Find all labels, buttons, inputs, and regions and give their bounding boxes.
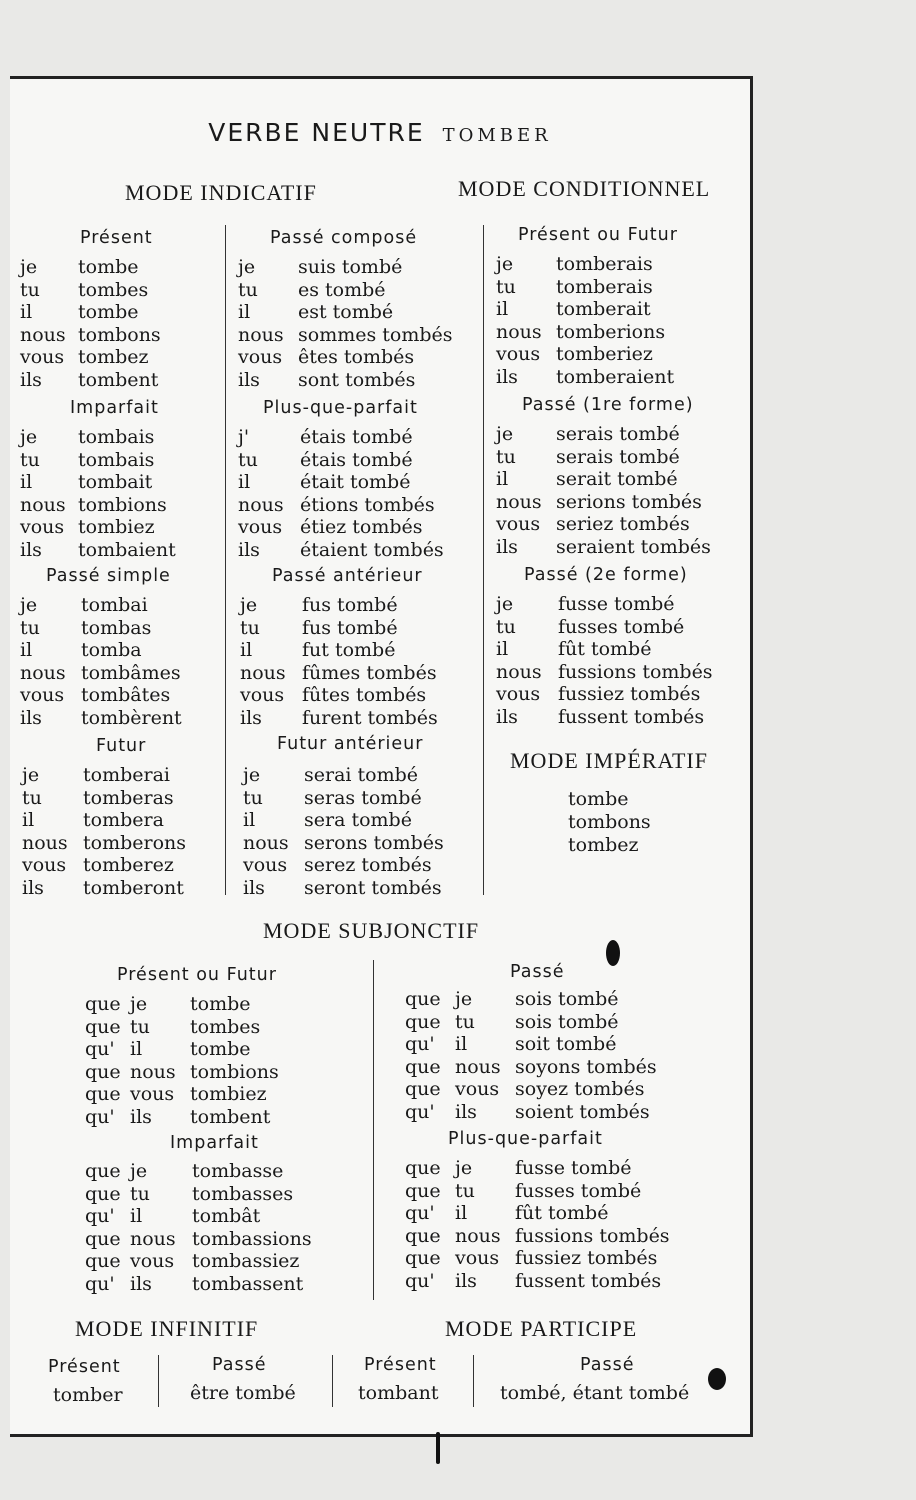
indicatif-tense-heading: Imparfait [70, 398, 159, 418]
pronoun: vous [238, 516, 283, 539]
pronoun: je [496, 593, 514, 615]
pronoun: tu [455, 1010, 475, 1033]
verb-form: tombait [78, 471, 153, 494]
pronoun: tu [130, 1015, 150, 1038]
pronoun: je [20, 594, 38, 616]
pronoun: nous [20, 323, 66, 346]
que-particle: que [85, 1015, 121, 1038]
verb-form: fusses tombé [558, 615, 685, 638]
que-particle: que [85, 1250, 121, 1272]
pronoun: ils [496, 536, 518, 558]
verb-form: tombe [190, 1038, 251, 1060]
verb-form: fût tombé [515, 1202, 609, 1224]
que-particle: que [405, 1055, 441, 1078]
indicatif-tense-heading: Futur [96, 736, 147, 756]
pronoun: ils [22, 877, 44, 899]
verb-form: tomberont [83, 877, 184, 899]
pronoun: tu [240, 616, 260, 639]
participe-present-label: Présent [364, 1355, 437, 1375]
pronoun: ils [20, 707, 42, 729]
pronoun: tu [238, 278, 258, 301]
pronoun: ils [243, 877, 265, 899]
participe-passe-label: Passé [580, 1355, 635, 1375]
verb-form: tombons [78, 323, 161, 346]
verb-form: tomberaient [556, 366, 675, 388]
verb-form: seraient tombés [556, 536, 711, 558]
verb-form: tomberions [556, 320, 666, 343]
que-particle: que [85, 1083, 121, 1105]
verb-form: étiez tombés [300, 516, 423, 539]
pronoun: vous [496, 513, 541, 536]
verb-form: soyez tombés [515, 1078, 645, 1100]
pronoun: ils [238, 369, 260, 391]
pronoun: vous [496, 343, 541, 366]
pronoun: tu [130, 1182, 150, 1205]
verb-form: sommes tombés [298, 323, 453, 346]
verb-form: tomberas [83, 786, 174, 809]
participe-present-value: tombant [358, 1382, 439, 1404]
verb-form: fussions tombés [515, 1224, 670, 1247]
verb-form: êtes tombés [298, 346, 415, 369]
verb-form: tombais [78, 426, 155, 448]
pronoun: il [496, 468, 509, 491]
pronoun: tu [496, 615, 516, 638]
verb-form: fusses tombé [515, 1179, 642, 1202]
column-divider [483, 225, 484, 895]
verb-form: serez tombés [304, 854, 432, 877]
subjonctif-tense-heading: Présent ou Futur [117, 965, 277, 985]
pronoun: il [455, 1202, 468, 1224]
verb-form: fûmes tombés [302, 661, 437, 684]
que-particle: que [405, 1224, 441, 1247]
que-particle: que [85, 993, 121, 1015]
pronoun: nous [130, 1060, 176, 1083]
indicatif-tense-heading: Passé antérieur [272, 566, 423, 586]
pronoun: vous [20, 516, 65, 539]
verb-form: soyons tombés [515, 1055, 657, 1078]
que-particle: que [85, 1160, 121, 1182]
verb-form: soient tombés [515, 1100, 650, 1123]
pronoun: ils [130, 1105, 152, 1128]
imperatif-form: tombez [568, 834, 639, 856]
pronoun: il [496, 298, 509, 321]
verb-form: fussiez tombés [515, 1247, 658, 1269]
pronoun: je [20, 426, 38, 448]
verb-form: tombasse [192, 1160, 284, 1182]
mode-conditionnel-heading: MODE CONDITIONNEL [458, 176, 711, 201]
verb-form: tombassent [192, 1272, 304, 1295]
pronoun: nous [455, 1055, 501, 1078]
subjonctif-tense-heading: Passé [510, 962, 565, 982]
pronoun: il [22, 809, 35, 832]
subjonctif-tense-heading: Plus-que-parfait [448, 1129, 603, 1149]
pronoun: j' [238, 426, 250, 448]
pronoun: vous [240, 684, 285, 707]
que-particle: que [405, 1157, 441, 1179]
ink-blot [708, 1368, 726, 1390]
pronoun: ils [496, 706, 518, 728]
participe-passe-value: tombé, étant tombé [500, 1382, 690, 1404]
pronoun: je [130, 1160, 148, 1182]
pronoun: ils [240, 707, 262, 729]
imperatif-form: tombe [568, 788, 629, 810]
verb-form: étais tombé [300, 448, 413, 471]
pronoun: vous [455, 1247, 500, 1269]
ink-blot [606, 940, 620, 966]
pronoun: il [238, 301, 251, 324]
que-particle: que [405, 1247, 441, 1269]
pronoun: je [455, 988, 473, 1010]
que-particle: qu' [405, 1033, 435, 1055]
verb-form: étais tombé [300, 426, 413, 448]
mode-subjonctif-heading: MODE SUBJONCTIF [263, 918, 480, 943]
pronoun: ils [496, 366, 518, 388]
verb-form: tomba [81, 639, 142, 662]
verb-form: fussent tombés [515, 1269, 662, 1292]
indicatif-tense-heading: Futur antérieur [277, 734, 424, 754]
que-particle: que [85, 1060, 121, 1083]
pronoun: je [22, 764, 40, 786]
verb-form: furent tombés [302, 707, 438, 729]
pronoun: tu [496, 445, 516, 468]
infinitif-passe-value: être tombé [190, 1382, 296, 1404]
pronoun: ils [455, 1269, 477, 1292]
pronoun: nous [455, 1224, 501, 1247]
title-main-text: VERBE NEUTRE [208, 118, 425, 147]
pronoun: nous [22, 831, 68, 854]
verb-form: fus tombé [302, 594, 398, 616]
mode-indicatif-heading: MODE INDICATIF [125, 180, 317, 205]
verb-form: tombaient [78, 539, 176, 561]
verb-form: tombiez [78, 516, 155, 539]
pronoun: vous [130, 1250, 175, 1272]
pronoun: je [455, 1157, 473, 1179]
pronoun: vous [238, 346, 283, 369]
pronoun: il [238, 471, 251, 494]
infinitif-passe-label: Passé [212, 1355, 267, 1375]
verb-form: tomberais [556, 275, 653, 298]
conditionnel-tense-heading: Présent ou Futur [518, 225, 678, 245]
verb-form: serais tombé [556, 423, 680, 445]
pronoun: je [496, 423, 514, 445]
mode-imperatif-heading: MODE IMPÉRATIF [510, 748, 708, 773]
pronoun: vous [243, 854, 288, 877]
verb-form: fussiez tombés [558, 683, 701, 706]
conditionnel-tense-heading: Passé (2e forme) [524, 565, 688, 585]
verb-form: suis tombé [298, 256, 403, 278]
verb-form: serions tombés [556, 490, 702, 513]
verb-form: fûtes tombés [302, 684, 427, 707]
verb-form: seront tombés [304, 877, 442, 899]
verb-form: tombions [78, 493, 167, 516]
verb-form: tombent [78, 369, 159, 391]
verb-form: soit tombé [515, 1033, 617, 1055]
que-particle: que [405, 988, 441, 1010]
pronoun: je [496, 253, 514, 275]
verb-form: tomberez [83, 854, 174, 877]
pronoun: vous [20, 346, 65, 369]
verb-form: sois tombé [515, 988, 619, 1010]
column-divider [332, 1355, 333, 1407]
pronoun: nous [240, 661, 286, 684]
pronoun: nous [130, 1227, 176, 1250]
pronoun: nous [243, 831, 289, 854]
verb-form: tombai [81, 594, 148, 616]
pronoun: ils [20, 539, 42, 561]
verb-form: sont tombés [298, 369, 416, 391]
verb-form: serons tombés [304, 831, 444, 854]
pronoun: tu [455, 1179, 475, 1202]
verb-form: tomberons [83, 831, 187, 854]
pronoun: je [240, 594, 258, 616]
verb-form: tombât [192, 1205, 261, 1227]
que-particle: que [405, 1078, 441, 1100]
verb-form: tombent [190, 1105, 271, 1128]
pronoun: il [20, 639, 33, 662]
verb-form: tombe [78, 256, 139, 278]
verb-form: es tombé [298, 278, 386, 301]
pronoun: ils [238, 539, 260, 561]
pronoun: je [20, 256, 38, 278]
verb-form: était tombé [300, 471, 411, 494]
subjonctif-tense-heading: Imparfait [170, 1133, 259, 1153]
infinitif-present-value: tomber [53, 1384, 123, 1406]
column-divider [225, 225, 226, 895]
pronoun: vous [20, 684, 65, 707]
que-particle: qu' [85, 1205, 115, 1227]
pronoun: tu [20, 448, 40, 471]
pronoun: nous [238, 323, 284, 346]
que-particle: que [85, 1182, 121, 1205]
page-title [0, 118, 760, 147]
pronoun: vous [22, 854, 67, 877]
que-particle: qu' [405, 1269, 435, 1292]
verb-form: fussions tombés [558, 660, 713, 683]
verb-form: serais tombé [556, 445, 680, 468]
infinitif-present-label: Présent [48, 1357, 121, 1377]
verb-form: fût tombé [558, 638, 652, 661]
que-particle: qu' [85, 1038, 115, 1060]
pronoun: nous [238, 493, 284, 516]
column-divider [373, 960, 374, 1300]
pronoun: il [130, 1038, 143, 1060]
verb-form: tombâtes [81, 684, 171, 707]
pronoun: je [238, 256, 256, 278]
verb-form: tomberai [83, 764, 170, 786]
pronoun: il [243, 809, 256, 832]
que-particle: que [85, 1227, 121, 1250]
verb-form: fut tombé [302, 639, 396, 662]
mode-participe-heading: MODE PARTICIPE [445, 1316, 638, 1341]
que-particle: qu' [405, 1100, 435, 1123]
verb-form: tomberait [556, 298, 651, 321]
pronoun: nous [20, 661, 66, 684]
column-divider [473, 1355, 474, 1407]
pronoun: il [20, 301, 33, 324]
que-particle: qu' [85, 1272, 115, 1295]
indicatif-tense-heading: Passé composé [270, 228, 418, 248]
verb-form: fussent tombés [558, 706, 705, 728]
pronoun: nous [20, 493, 66, 516]
verb-form: seras tombé [304, 786, 422, 809]
indicatif-tense-heading: Plus-que-parfait [263, 398, 418, 418]
verb-form: tombez [78, 346, 149, 369]
column-divider [158, 1355, 159, 1407]
que-particle: qu' [85, 1105, 115, 1128]
pronoun: ils [455, 1100, 477, 1123]
verb-form: tombe [190, 993, 251, 1015]
pronoun: tu [238, 448, 258, 471]
verb-form: tombera [83, 809, 164, 832]
verb-form: tombas [81, 616, 152, 639]
pronoun: il [496, 638, 509, 661]
verb-form: tombèrent [81, 707, 182, 729]
pronoun: tu [243, 786, 263, 809]
verb-form: seriez tombés [556, 513, 690, 536]
verb-form: fusse tombé [558, 593, 675, 615]
verb-form: tombassions [192, 1227, 312, 1250]
pronoun: il [130, 1205, 143, 1227]
verb-form: tombais [78, 448, 155, 471]
verb-form: tombiez [190, 1083, 267, 1105]
verb-form: serai tombé [304, 764, 419, 786]
verb-form: serait tombé [556, 468, 678, 491]
pronoun: tu [20, 616, 40, 639]
pronoun: ils [20, 369, 42, 391]
que-particle: qu' [405, 1202, 435, 1224]
pronoun: nous [496, 660, 542, 683]
pronoun: il [455, 1033, 468, 1055]
imperatif-form: tombons [568, 811, 651, 833]
pronoun: tu [22, 786, 42, 809]
pronoun: tu [20, 278, 40, 301]
verb-form: tombe [78, 301, 139, 324]
pronoun: il [240, 639, 253, 662]
pronoun: vous [130, 1083, 175, 1105]
verb-form: étaient tombés [300, 539, 444, 561]
verb-form: étions tombés [300, 493, 435, 516]
verb-form: tombâmes [81, 661, 181, 684]
pronoun: tu [496, 275, 516, 298]
verb-form: est tombé [298, 301, 394, 324]
indicatif-tense-heading: Présent [80, 228, 153, 248]
que-particle: que [405, 1179, 441, 1202]
verb-form: sois tombé [515, 1010, 619, 1033]
verb-form: tombes [78, 278, 149, 301]
ink-mark [436, 1432, 440, 1464]
verb-form: sera tombé [304, 809, 412, 832]
verb-form: tombes [190, 1015, 261, 1038]
indicatif-tense-heading: Passé simple [46, 566, 171, 586]
verb-form: tombassiez [192, 1250, 300, 1272]
verb-form: tomberiez [556, 343, 653, 366]
verb-form: tomberais [556, 253, 653, 275]
pronoun: je [243, 764, 261, 786]
mode-infinitif-heading: MODE INFINITIF [75, 1316, 259, 1341]
verb-form: fus tombé [302, 616, 398, 639]
verb-form: tombasses [192, 1182, 294, 1205]
pronoun: vous [455, 1078, 500, 1100]
pronoun: nous [496, 490, 542, 513]
conditionnel-tense-heading: Passé (1re forme) [522, 395, 694, 415]
pronoun: ils [130, 1272, 152, 1295]
pronoun: nous [496, 320, 542, 343]
pronoun: il [20, 471, 33, 494]
pronoun: je [130, 993, 148, 1015]
title-verb: TOMBER [442, 125, 552, 146]
verb-form: fusse tombé [515, 1157, 632, 1179]
pronoun: vous [496, 683, 541, 706]
que-particle: que [405, 1010, 441, 1033]
verb-form: tombions [190, 1060, 279, 1083]
